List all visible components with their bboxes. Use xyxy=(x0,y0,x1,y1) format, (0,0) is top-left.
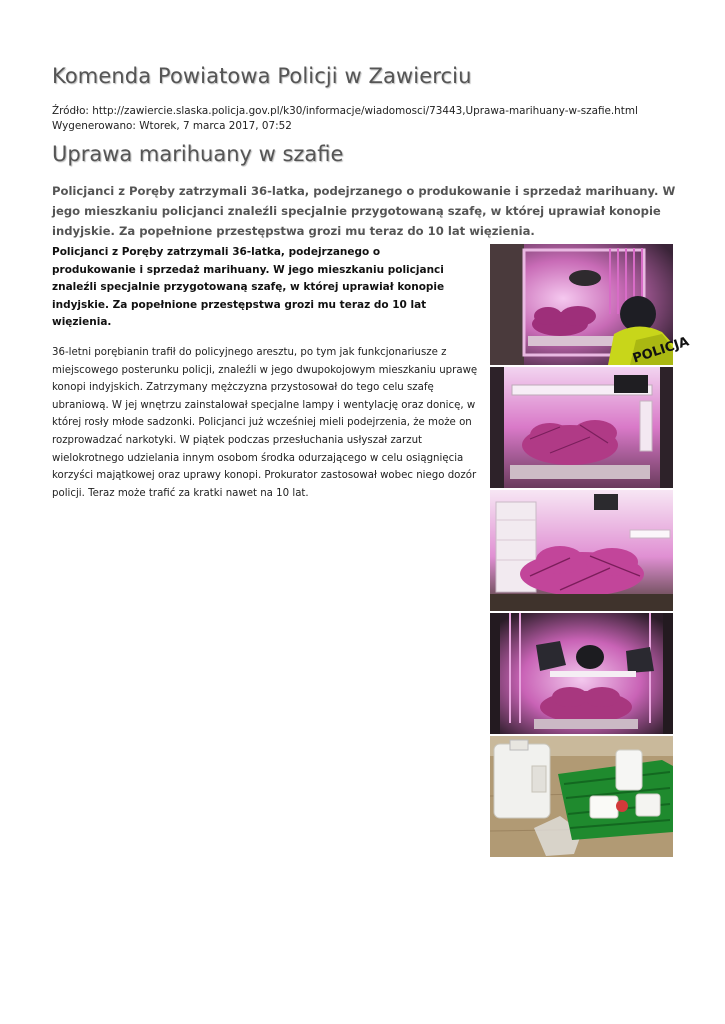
photo-plants-under-lamps[interactable] xyxy=(490,367,673,488)
article-intro: Policjanci z Poręby zatrzymali 36-latka, podejrzanego o produkowanie i sprzedaż marihuany. W jego mieszkaniu policjanci znaleźli specjalnie przygotowaną szafę, w której uprawiał konopie indyjskie. Za popełnione przestępstwa grozi mu teraz do 10 lat więzienia. xyxy=(52,246,445,328)
site-title: Komenda Powiatowa Policji w Zawierciu xyxy=(52,64,472,88)
photo-plants-closeup[interactable] xyxy=(490,490,673,611)
source-line: Źródło: http://zawiercie.slaska.policja.gov.pl/k30/informacje/wiadomosci/73443,Uprawa-marihuany-w-szafie.html xyxy=(52,105,638,117)
article-lead: Policjanci z Poręby zatrzymali 36-latka, podejrzanego o produkowanie i sprzedaż marihuany. W jego mieszkaniu policjanci znaleźli specjalnie przygotowaną szafę, w której uprawiał konopie indyjskie. Za popełnione przestępstwa grozi mu teraz do 10 lat więzienia. xyxy=(52,184,676,238)
vest-text: POLICJA xyxy=(630,334,691,367)
photo-canister-crate[interactable] xyxy=(490,736,673,857)
photo-grow-cabinet-officer[interactable] xyxy=(490,244,691,367)
meta-info xyxy=(52,104,638,133)
article-body: 36-letni porębianin trafił do policyjnego aresztu, po tym jak funkcjonariusze z miejscowego posterunku policji, znaleźli w jego dwupokojowym mieszkaniu uprawę konopi indyjskich. Zatrzymany mężczyzna przystosował do tego celu szafę ubraniową. W jej wnętrzu zainstalował specjalne lampy i wentylację oraz donicę, w której rosły młode sadzonki. Policjanci już wcześniej mieli podejrzenia, że może on rozprowadzać narkotyki. W piątek podczas przesłuchania usłyszał zarzut wielokrotnego udzielania innym osobom środka odurzającego w celu osiągnięcia korzyści majątkowej oraz uprawy konopi. Prokurator zastosował wobec niego dozór policji. Teraz może trafić za kratki nawet na 10 lat. xyxy=(52,347,478,499)
generated-line: Wygenerowano: Wtorek, 7 marca 2017, 07:52 xyxy=(52,119,292,132)
photo-cabinet-wide[interactable] xyxy=(490,613,673,734)
photo-gallery xyxy=(490,244,691,859)
article-title: Uprawa marihuany w szafie xyxy=(52,142,344,166)
